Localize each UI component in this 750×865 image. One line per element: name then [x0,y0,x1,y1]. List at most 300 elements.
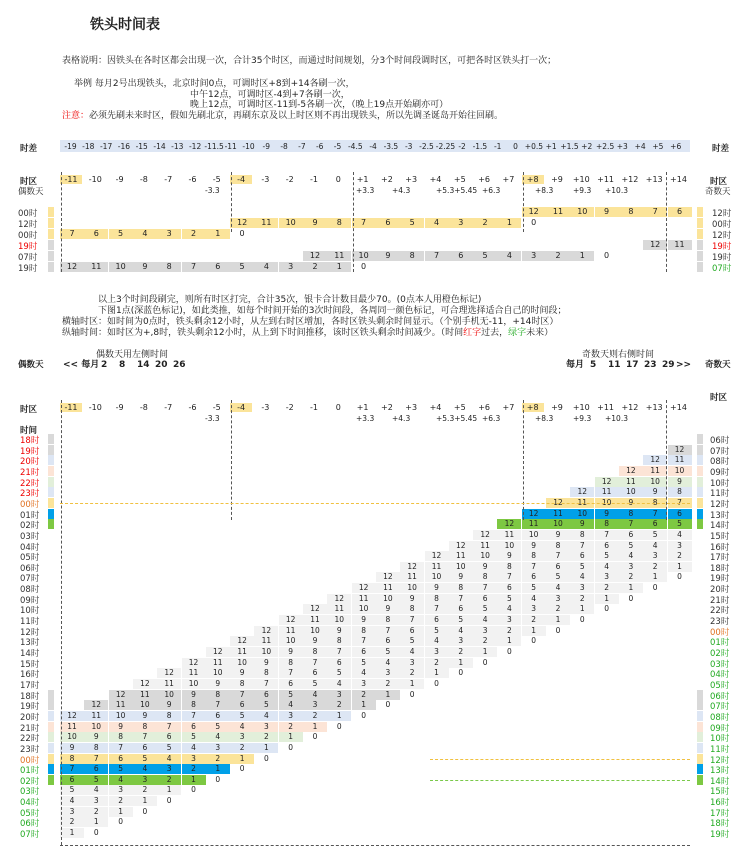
grid-cell: 3 [206,743,230,753]
left-time-label: 04时 [20,542,40,553]
grid-cell: 8 [497,562,521,572]
grid-cell: 7 [643,509,667,519]
grid-cell: 12 [376,572,400,582]
grid-cell: 12 [497,519,521,529]
left-time-label: 19时 [20,446,40,457]
grid-cell: 11 [230,647,254,657]
grid-cell: 4 [182,743,206,753]
top-row-time-left: 19时 [18,264,38,274]
grid-cell: 0 [409,689,415,699]
grid-cell: 3 [376,668,400,678]
grid-cell: 2 [425,658,449,668]
grid-cell: 7 [449,594,473,604]
grid-cell: 7 [327,647,351,657]
example-line-3: 晚上12点，可调时区-11到-5各刷一次，（晚上19点开始刷亦可） [190,100,449,110]
grid-cell: 1 [643,572,667,582]
even-nav[interactable]: << 每月 [63,360,100,370]
grid-cell: 2 [400,668,424,678]
grid-cell: 4 [60,796,84,806]
grid-cell: 3 [109,785,133,795]
left-time-label: 21时 [20,723,40,734]
grid-cell: 4 [279,700,303,710]
grid-cell: 10 [376,594,400,604]
guide-line [523,172,524,232]
grid-cell: 10 [570,509,594,519]
grid-cell: 6 [643,519,667,529]
grid-cell: 1 [109,807,133,817]
grid-cell: 2 [619,572,643,582]
right-time-label: 23时 [710,617,730,628]
row-strip-left [48,711,54,721]
odd-nav-end[interactable]: >> [676,360,692,370]
grid-cell: 0 [458,668,464,678]
top-zone-value: -7 [164,175,173,184]
timediff-value: -1.5 [472,142,488,151]
timediff-value: +2.5 [596,142,615,151]
row-strip-right [697,764,703,774]
grid-cell: 0 [264,753,269,763]
right-time-label: 15时 [710,531,730,542]
left-time-label: 16时 [20,670,40,681]
row1-cell: 11 [546,207,570,217]
row5-cell: 10 [352,251,376,261]
right-time-label: 18时 [710,819,730,830]
grid-cell: 11 [352,594,376,604]
grid-cell: 4 [133,764,157,774]
grid-cell: 11 [522,519,546,529]
grid-cell: 7 [619,519,643,529]
grid-cell: 0 [677,572,682,582]
grid-cell: 3 [327,690,351,700]
grid-cell: 10 [133,700,157,710]
row-strip-right [697,711,703,721]
bottom-zone-value: -5 [212,403,221,412]
bottom-zone-label-right: 时区 [710,393,728,403]
grid-cell: 2 [497,626,521,636]
grid-cell: 6 [449,604,473,614]
grid-cell: 8 [157,711,181,721]
grid-cell: 11 [60,722,84,732]
summary-line-4c: 未来） [526,328,554,338]
grid-cell: 0 [166,796,172,806]
top-zone-value: -11 [60,175,82,184]
row-strip-left [48,445,54,455]
right-time-label: 09时 [710,723,730,734]
grid-cell: 6 [254,690,278,700]
grid-cell: 11 [497,530,521,540]
timediff-value: -10 [242,142,255,151]
top-row-time-right: 19时 [712,253,732,263]
row3-cell: 7 [60,229,84,239]
time-label: 时间 [20,426,38,436]
top-zone-value: -9 [115,175,124,184]
example-line-2: 中午12点，可调时区-4到+7各刷一次， [190,90,350,100]
row1-cell: 12 [522,207,546,217]
grid-cell: 12 [400,562,424,572]
grid-cell: 8 [473,572,497,582]
grid-cell: 5 [497,594,521,604]
grid-cell: 12 [327,594,351,604]
grid-cell: 10 [230,658,254,668]
grid-cell: 3 [133,775,157,785]
grid-cell: 3 [254,722,278,732]
bottom-zone-value: 0 [335,403,341,412]
left-time-label: 01时 [20,766,40,777]
left-time-label: 14时 [20,649,40,659]
odd-desc: 奇数天则右侧时间 [582,350,655,360]
row3-cell: 5 [109,229,133,239]
row-strip-left [48,498,54,508]
left-time-label: 06时 [20,819,40,830]
grid-cell: 4 [376,658,400,668]
row4-cell: 11 [668,240,692,250]
right-time-label: 22时 [710,606,730,617]
grid-cell: 3 [230,732,254,742]
row2-cell: 7 [352,218,376,228]
grid-cell: 4 [668,530,692,540]
grid-cell: 9 [546,530,570,540]
right-time-label: 09时 [710,467,730,478]
grid-cell: 1 [60,828,84,838]
grid-cell: 7 [352,636,376,646]
grid-cell: 8 [84,743,108,753]
right-time-label: 17时 [710,553,730,564]
left-time-label: 04时 [20,798,40,809]
left-time-label: 15时 [20,659,40,670]
top-zone-value: -4 [230,175,252,184]
row-strip-right [697,722,703,732]
grid-cell: 1 [327,711,351,721]
grid-cell: 6 [546,562,570,572]
timediff-value: +6 [670,142,682,151]
odd-day-number: 29 [662,360,675,370]
bottom-sub-zone-value: +6.3 [482,414,501,423]
grid-cell: 4 [230,722,254,732]
summary-line-3: 横轴时区：如时间为0点时，铁头剩余12小时，从左到右时区增加，各时区铁头剩余时间显示。（个别手机无-11，+14时区） [62,317,559,327]
row5-cell: 12 [303,251,327,261]
grid-cell: 2 [668,551,692,561]
left-time-label: 12时 [20,627,40,638]
grid-cell: 6 [376,636,400,646]
bottom-zone-value: +13 [645,403,663,412]
grid-cell: 9 [327,626,351,636]
row-strip-left [48,455,54,465]
row5-cell: 3 [522,251,546,261]
grid-cell: 10 [425,572,449,582]
left-time-label: 10时 [20,606,40,617]
top-row-time-left: 12时 [18,220,38,230]
row6-cell: 8 [157,262,181,272]
right-time-label: 05时 [710,680,730,691]
left-time-label: 07时 [20,574,40,585]
row2-cell: 5 [400,218,424,228]
grid-cell: 2 [570,594,594,604]
grid-cell: 3 [668,541,692,551]
page-title: 铁头时间表 [90,17,160,33]
bottom-zone-value: -8 [139,403,148,412]
timediff-value: -6 [315,142,324,151]
row-strip-right [697,240,703,250]
grid-cell: 12 [595,477,619,487]
grid-cell: 12 [352,583,376,593]
grid-cell: 0 [628,593,634,603]
grid-cell: 5 [60,785,84,795]
grid-cell: 6 [182,722,206,732]
grid-cell: 10 [522,530,546,540]
top-zone-value: +14 [670,175,687,184]
row6-cell: 3 [279,262,303,272]
grid-cell: 1 [425,668,449,678]
bottom-zone-value: +2 [380,403,393,412]
row5-cell: 2 [546,251,570,261]
row2-cell: 3 [449,218,473,228]
grid-cell: 0 [482,657,488,667]
grid-cell: 0 [191,785,196,795]
noon-guide [60,503,690,504]
top-zone-value: -10 [88,175,102,184]
grid-cell: 4 [327,679,351,689]
grid-cell: 8 [254,668,278,678]
odd-day-label: 奇数天 [705,187,731,197]
grid-cell: 0 [385,700,391,710]
note-line [62,110,503,122]
grid-cell: 3 [303,700,327,710]
grid-cell: 4 [473,615,497,625]
grid-cell: 9 [570,519,594,529]
left-time-label: 03时 [20,787,40,798]
grid-cell: 12 [668,445,692,455]
grid-cell: 9 [157,700,181,710]
bottom-zone-value: +11 [597,403,615,412]
grid-cell: 2 [595,583,619,593]
grid-cell: 11 [668,455,692,465]
zone-label-left: 时区 [20,177,38,187]
grid-cell: 6 [595,541,619,551]
top-zone-value: +1 [356,175,369,184]
grid-cell: 6 [425,615,449,625]
grid-cell: 5 [230,711,254,721]
row6-cell: 4 [254,262,278,272]
sub-zone-value: +6.3 [482,186,501,195]
grid-cell: 6 [84,764,108,774]
grid-cell: 5 [570,562,594,572]
row-strip-right [697,743,703,753]
top-zone-value: +9 [551,175,563,184]
grid-cell: 7 [206,700,230,710]
row-strip-right [697,477,703,487]
even-day-number: 20 [155,360,168,370]
guide-line [666,172,667,272]
grid-cell: 3 [619,562,643,572]
grid-cell: 9 [643,487,667,497]
green-guide [430,780,690,781]
grid-cell: 6 [668,509,692,519]
guide-line [61,172,62,272]
row-strip-right [697,218,703,228]
right-time-label: 13时 [710,510,730,521]
grid-cell: 8 [109,732,133,742]
grid-cell: 2 [327,700,351,710]
top-zone-value: -8 [139,175,148,184]
top-row-time-right: 19时 [712,242,732,252]
bottom-zone-value: -3 [261,403,270,412]
summary-line-4b: 过去， [481,328,509,338]
grid-cell: 2 [254,732,278,742]
grid-cell: 11 [279,626,303,636]
left-time-label: 20时 [20,457,40,468]
left-time-label: 18时 [20,436,40,446]
right-time-label: 07时 [710,702,730,713]
grid-cell: 5 [522,583,546,593]
guide-line [353,172,354,272]
timediff-value: -3 [404,142,413,151]
right-time-label: 06时 [710,436,730,446]
top-row-time-right: 12时 [712,231,732,241]
right-time-label: 01时 [710,638,730,649]
grid-cell: 4 [400,647,424,657]
left-time-label: 18时 [20,691,40,702]
right-time-label: 14时 [710,521,730,532]
grid-cell: 1 [182,775,206,785]
even-day-number: 2 [101,360,108,370]
grid-cell: 2 [546,604,570,614]
timediff-value: -13 [171,142,184,151]
left-time-label: 02时 [20,521,40,532]
grid-cell: 12 [84,700,108,710]
top-zone-value: +8 [522,175,544,184]
left-time-label: 00时 [20,499,40,510]
row2-cell: 6 [376,218,400,228]
grid-cell: 8 [352,626,376,636]
top-zone-value: -2 [285,175,294,184]
grid-cell: 8 [522,551,546,561]
row-strip-right [697,229,703,239]
grid-cell: 9 [303,636,327,646]
grid-cell: 1 [157,785,181,795]
row-strip-right [697,519,703,529]
odd-day-number: 23 [644,360,657,370]
right-time-label: 03时 [710,659,730,670]
timediff-value: -9 [262,142,271,151]
right-time-label: 12时 [710,499,730,510]
grid-cell: 4 [546,583,570,593]
row-strip-left [48,732,54,742]
grid-cell: 4 [254,711,278,721]
timediff-value: +5 [652,142,664,151]
grid-cell: 10 [668,466,692,476]
grid-cell: 6 [303,668,327,678]
grid-cell: 7 [570,541,594,551]
row5-cell: 8 [400,251,424,261]
grid-cell: 12 [182,658,206,668]
top-zone-value: +6 [478,175,490,184]
right-time-label: 10时 [710,734,730,745]
grid-cell: 4 [206,732,230,742]
row-strip-right [697,498,703,508]
row3-cell: 6 [84,229,108,239]
grid-cell: 10 [352,604,376,614]
sub-zone-value: -3.3 [205,186,220,195]
grid-cell: 0 [555,625,561,635]
grid-cell: 9 [279,647,303,657]
grid-cell: 5 [473,604,497,614]
even-day-number: 26 [173,360,186,370]
timediff-value: -19 [64,142,77,151]
sub-zone-value: +3.3 [356,186,375,195]
grid-cell: 5 [376,647,400,657]
grid-cell: 0 [336,721,342,731]
grid-cell: 2 [279,722,303,732]
grid-cell: 7 [668,498,692,508]
left-time-label: 20时 [20,712,40,723]
right-time-label: 12时 [710,755,730,766]
grid-cell: 7 [497,572,521,582]
row6-cell: 11 [84,262,108,272]
row6-cell: 5 [230,262,254,272]
grid-cell: 1 [376,690,400,700]
right-time-label: 11时 [710,489,730,500]
right-time-label: 16时 [710,798,730,809]
bottom-zone-value: -2 [285,403,294,412]
grid-cell: 9 [206,679,230,689]
bottom-sub-zone-value: +9.3 [573,414,592,423]
right-time-label: 19时 [710,574,730,585]
even-desc: 偶数天用左侧时间 [96,350,169,360]
right-time-label: 02时 [710,649,730,659]
row-strip-left [48,262,54,272]
row6-cell: 6 [206,262,230,272]
grid-cell: 2 [643,562,667,572]
timediff-value: +2 [581,142,593,151]
row-strip-right [697,466,703,476]
grid-cell: 10 [182,679,206,689]
grid-cell: 7 [400,615,424,625]
bottom-sub-zone-value: +5.3+5.45 [436,414,478,423]
row-strip-left [48,509,54,519]
grid-cell: 6 [206,711,230,721]
left-time-label: 06时 [20,563,40,574]
grid-cell: 5 [449,615,473,625]
grid-cell: 9 [522,541,546,551]
right-time-label: 14时 [710,776,730,787]
grid-cell: 1 [254,743,278,753]
row3-cell: 0 [239,229,245,238]
grid-cell: 10 [157,690,181,700]
grid-cell: 1 [449,658,473,668]
grid-cell: 11 [303,615,327,625]
grid-cell: 5 [327,668,351,678]
grid-cell: 6 [570,551,594,561]
row6-cell: 1 [327,262,351,272]
left-time-label: 08时 [20,585,40,596]
grid-cell: 5 [643,530,667,540]
grid-cell: 8 [619,509,643,519]
grid-cell: 5 [206,722,230,732]
top-row-time-left: 07时 [18,253,38,263]
top-zone-value: -5 [212,175,221,184]
sub-zone-value: +9.3 [573,186,592,195]
top-zone-value: +10 [572,175,590,184]
timediff-value: -18 [82,142,95,151]
right-time-label: 21时 [710,595,730,606]
row-strip-left [48,466,54,476]
row-strip-right [697,700,703,710]
row4-cell: 12 [643,240,667,250]
bottom-zone-value: -10 [88,403,102,412]
grid-cell: 9 [60,743,84,753]
grid-cell: 11 [109,700,133,710]
grid-cell: 2 [133,785,157,795]
